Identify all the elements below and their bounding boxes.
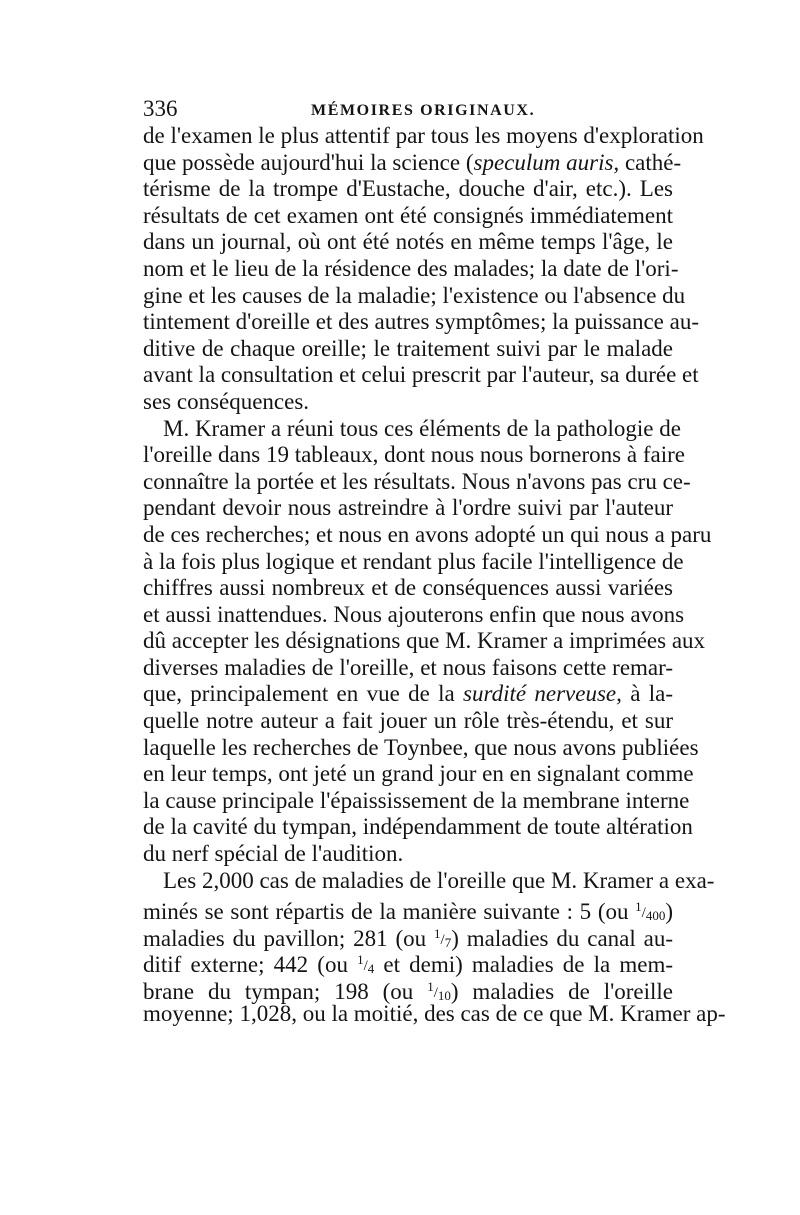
text-line: laquelle les recherches de Toynbee, que nous avons publiées: [143, 734, 699, 760]
italic-term: speculum auris,: [473, 149, 620, 175]
text-line: la cause principale l'épaississement de la membrane interne: [143, 787, 690, 813]
text-line: ditif externe; 442 (ou $^1/_4$ et demi) maladies de la mem-: [143, 952, 674, 978]
page-header: [143, 94, 673, 124]
text-line: gine et les causes de la maladie; l'existence ou l'absence du: [143, 282, 686, 308]
running-title: MÉMOIRES ORIGINAUX.: [311, 102, 536, 119]
text-line: moyenne; 1,028, ou la moitié, des cas de ce que M. Kramer ap-: [143, 1000, 726, 1026]
text-line: du nerf spécial de l'audition.: [143, 841, 404, 867]
text-line: résultats de cet examen ont été consignés immédiatement: [143, 202, 673, 228]
text-line: en leur temps, ont jeté un grand jour en en signalant comme: [143, 761, 694, 787]
italic-term: surdité nerveuse,: [463, 681, 622, 707]
text-line: brane du tympan; 198 (ou $^1/_{10}$) maladies de l'oreille: [143, 979, 673, 1004]
text-line: de ces recherches; et nous en avons adopté un qui nous a paru: [143, 521, 712, 547]
fraction: $^1/_{400}$: [635, 899, 666, 924]
text-line: et aussi inattendues. Nous ajouterons enfin que nous avons: [143, 601, 685, 627]
text-line: nom et le lieu de la résidence des malades; la date de l'ori-: [143, 255, 679, 281]
text-line: dû accepter les désignations que M. Kramer a imprimées aux: [143, 628, 706, 654]
text-line: que possède aujourd'hui la science (speculum auris, cathé-: [143, 149, 682, 175]
text-line: connaître la portée et les résultats. Nous n'avons pas cru ce-: [143, 468, 691, 494]
text-line: à la fois plus logique et rendant plus facile l'intelligence de: [143, 548, 684, 574]
text-line: Les 2,000 cas de maladies de l'oreille que M. Kramer a exa-: [163, 867, 715, 893]
text-line: térisme de la trompe d'Eustache, douche d'air, etc.). Les: [143, 176, 673, 202]
page-number: 336: [143, 96, 178, 121]
text-line: de l'examen le plus attentif par tous les moyens d'exploration: [143, 123, 704, 148]
text-line: minés se sont répartis de la manière suivante : 5 (ou $^1/_{400}$): [143, 899, 673, 925]
text-line: de la cavité du tympan, indépendamment de toute altération: [143, 814, 693, 840]
text-line: diverses maladies de l'oreille, et nous faisons cette remar-: [143, 654, 673, 680]
text-line: l'oreille dans 19 tableaux, dont nous nous bornerons à faire: [143, 442, 685, 468]
fraction: $^1/_7$: [434, 925, 452, 950]
text-line: ses conséquences.: [143, 388, 310, 414]
text-line: M. Kramer a réuni tous ces éléments de la pathologie de: [163, 415, 681, 441]
fraction: $^1/_{10}$: [427, 979, 451, 1003]
text-line: que, principalement en vue de la surdité nerveuse, à la-: [143, 681, 673, 707]
text-line: chiffres aussi nombreux et de conséquences aussi variées: [143, 575, 673, 601]
text-line: pendant devoir nous astreindre à l'ordre suivi par l'auteur: [143, 495, 673, 521]
fraction: $^1/_4$: [357, 952, 375, 977]
text-line: dans un journal, où ont été notés en même temps l'âge, le: [143, 229, 673, 255]
text-line: maladies du pavillon; 281 (ou $^1/_7$) maladies du canal au-: [143, 925, 673, 951]
body-text: [143, 123, 726, 1027]
text-line: avant la consultation et celui prescrit par l'auteur, sa durée et: [143, 362, 699, 388]
text-line: ditive de chaque oreille; le traitement suivi par le malade: [143, 335, 673, 361]
text-line: quelle notre auteur a fait jouer un rôle très-étendu, et sur: [143, 708, 673, 734]
text-line: tintement d'oreille et des autres symptômes; la puissance au-: [143, 309, 699, 335]
